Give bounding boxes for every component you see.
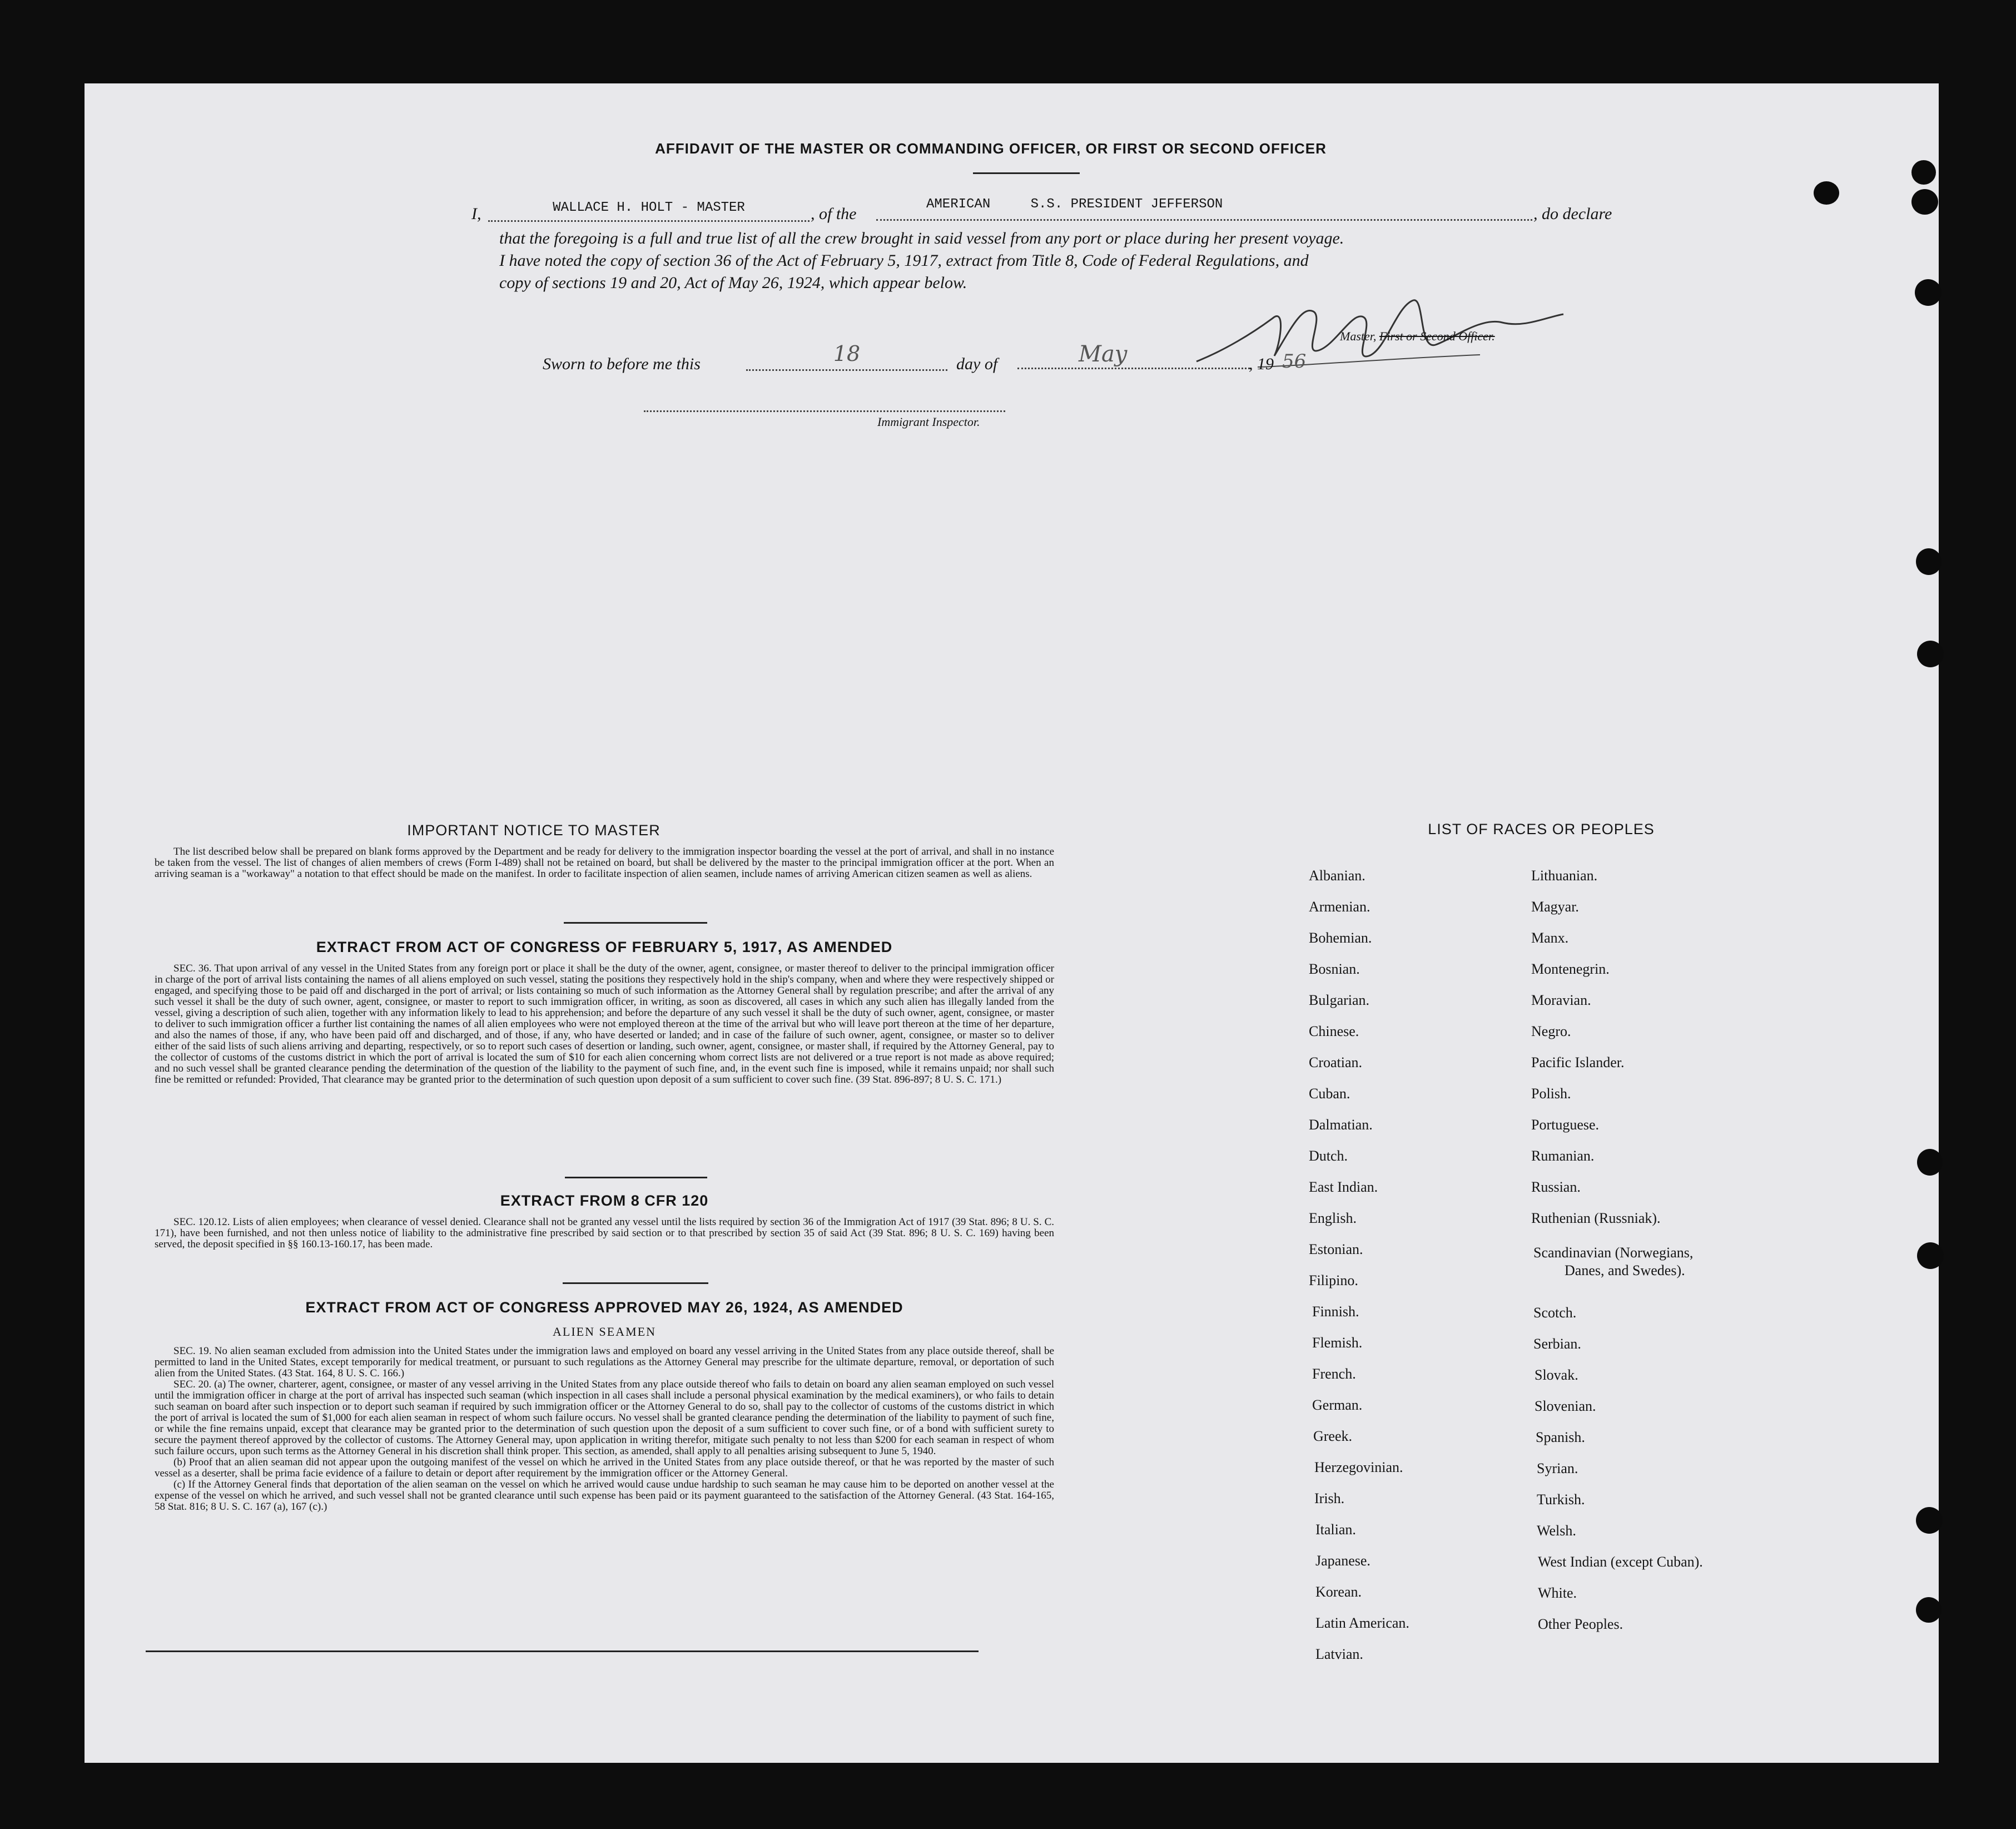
title-rule <box>973 172 1080 174</box>
race-item: White. <box>1538 1585 1577 1601</box>
master-name-value: WALLACE H. HOLT - MASTER <box>553 200 745 215</box>
race-item: Danes, and Swedes). <box>1565 1262 1685 1278</box>
race-item: Albanian. <box>1309 868 1365 884</box>
extract-cfr-body: SEC. 120.12. Lists of alien employees; when clearance of vessel denied. Clearance shall not be granted any vessel until the lists required by section 36 of the Immigration Act of 1917 (39 Stat. 896; 8 U. S. C. 171), have been furnished, and not then unless notice of liability to the administrative fine prescribed by said section or to that prescribed by section 35 of said Act (39 Stat. 896; 8 U. S. C. 169) having been served, the deposit specified in §§ 160.13-160.17, has been made. <box>155 1216 1054 1250</box>
race-item: Serbian. <box>1533 1336 1581 1352</box>
master-caption: Master, <box>1340 329 1377 343</box>
races-title: LIST OF RACES OR PEOPLES <box>1428 821 1655 837</box>
race-item: Croatian. <box>1309 1054 1363 1070</box>
binder-hole <box>1916 1507 1943 1534</box>
sworn-day-value: 18 <box>833 341 861 366</box>
notice-body: The list described below shall be prepared on blank forms approved by the Department and be ready for delivery to the immigration inspector boarding the vessel at the port of arrival, and shall in no instance be taken from the vessel. The list of changes of alien members of crews (Form I-489) shall not be retained on board, but shall be delivered by the master to the principal immigration officer at the port. When an arriving seaman is a "workaway" a notation to that effect should be made on the manifest. In order to facilitate inspection of alien seamen, include names of arriving American citizen seamen as well as aliens. <box>155 846 1054 880</box>
master-name-field <box>488 200 810 222</box>
race-item: Turkish. <box>1537 1491 1585 1508</box>
signature-caption <box>1340 329 1495 344</box>
binder-hole <box>1911 160 1936 185</box>
race-item: Welsh. <box>1537 1523 1576 1539</box>
race-item: Greek. <box>1313 1428 1353 1444</box>
race-item: Montenegrin. <box>1531 961 1610 977</box>
race-item: Bosnian. <box>1309 961 1360 977</box>
race-item: Lithuanian. <box>1531 868 1598 884</box>
notice-title: IMPORTANT NOTICE TO MASTER <box>407 822 661 839</box>
sec-20a-text: SEC. 20. (a) The owner, charterer, agent, consignee, or master of any vessel arriving in the United States from any place outside thereof who fails to detain on board any alien seaman employed on such vessel until the immigration officer in charge at the port of arrival has inspected such seaman (which inspection in all cases shall include a personal physical examination by the medical examiners), or who fails to detain such seaman on board after such inspection or to deport such seaman if required by such immigration officer or the Attorney General to do so, shall pay to the collector of customs of the customs district in which the port of arrival is located the sum of $1,000 for each alien seaman in respect of whom such failure occurs. No vessel shall be granted clearance pending the determination of the liability to payment of such fine, or while the fine remains unpaid, except that clearance may be granted prior to the determination of such question upon the deposit of a sum sufficient to cover such fine, or of a bond with sufficient surety to secure the payment thereof approved by the collector of customs. The Attorney General may, upon application in writing therefor, mitigate such penalty to not less than $200 for each seaman in respect of whom such failure occurs, upon such terms as the Attorney General in his discretion shall think proper. This section, as amended, shall apply to all penalties arising subsequent to June 5, 1940. <box>155 1379 1054 1457</box>
race-item: Manx. <box>1531 930 1569 946</box>
race-item: Negro. <box>1531 1023 1571 1039</box>
race-item: Latin American. <box>1315 1615 1409 1631</box>
race-item: Korean. <box>1315 1584 1362 1600</box>
race-item: Finnish. <box>1312 1303 1359 1320</box>
race-item: Syrian. <box>1537 1460 1578 1476</box>
race-item: Armenian. <box>1309 899 1371 915</box>
extract-1917-title: EXTRACT FROM ACT OF CONGRESS OF FEBRUARY 5, 1917, AS AMENDED <box>316 939 893 955</box>
race-item: Bohemian. <box>1309 930 1372 946</box>
race-item: Ruthenian (Russniak). <box>1531 1210 1661 1226</box>
race-item: Dalmatian. <box>1309 1117 1373 1133</box>
race-item: Portuguese. <box>1531 1117 1600 1133</box>
inspector-signature-line <box>644 405 1005 412</box>
races-left-column <box>1309 868 1509 1677</box>
race-item: Latvian. <box>1315 1646 1363 1662</box>
race-item: East Indian. <box>1309 1179 1378 1195</box>
race-item: Japanese. <box>1315 1553 1371 1569</box>
vessel-field <box>876 197 1532 221</box>
bottom-rule <box>146 1650 979 1652</box>
race-item: Other Peoples. <box>1538 1616 1623 1632</box>
race-item: German. <box>1312 1397 1363 1413</box>
race-item: Bulgarian. <box>1309 992 1370 1008</box>
sworn-label: Sworn to before me this <box>543 355 701 373</box>
race-item: Magyar. <box>1531 899 1579 915</box>
day-of-label: day of <box>956 355 998 373</box>
race-item: Slovak. <box>1535 1367 1578 1383</box>
race-item: Italian. <box>1315 1521 1356 1538</box>
race-item: Moravian. <box>1531 992 1591 1008</box>
race-item: Scandinavian (Norwegians, <box>1533 1245 1694 1261</box>
affidavit-line-3: I have noted the copy of section 36 of the Act of February 5, 1917, extract from Title 8, Code of Federal Regulations, and <box>499 251 1309 270</box>
race-item: English. <box>1309 1210 1357 1226</box>
binder-hole <box>1916 548 1941 575</box>
race-item: Scotch. <box>1533 1305 1577 1321</box>
extract-1917-body: SEC. 36. That upon arrival of any vessel in the United States from any foreign port or place it shall be the duty of the owner, agent, consignee, or master thereof to deliver to the principal immigration officer in charge of the port of arrival lists containing the names of all aliens employed on such vessel, stating the positions they respectively hold in the ship's company, when and where they were respectively shipped or engaged, and specifying those to be paid off and discharged in the port of arrival; or lists containing so much of such information as the Attorney General shall by regulation prescribe; and after the arrival of any such vessel it shall be the duty of such owner, agent, consignee, or master to report to such immigration officer, in writing, as soon as discovered, all cases in which any such alien has illegally landed from the vessel, giving a description of such alien, together with any information likely to lead to his apprehension; and before the departure of any such vessel it shall be the duty of such owner, agent, consignee, or master to deliver to such immigration officer a further list containing the names of all alien employees who were not employed thereon at the time of the arrival but who will leave port thereon at the time of her departure, and also the names of those, if any, who have been paid off and discharged, and of those, if any, who have deserted or landed; and in case of the failure of such owner, agent, consignee, or master so to deliver either of the said lists of such aliens arriving and departing, respectively, or so to report such cases of desertion or landing, such owner, agent, consignee, or master shall, if required by the Attorney General, pay to the collector of customs of the customs district in which the port of arrival is located the sum of $10 for each alien concerning whom correct lists are not delivered or a true report is not made as above required; and no such vessel shall be granted clearance pending the determination of the question of the liability to the payment of such fine, and, in the event such fine is imposed, while it remains unpaid; nor shall such fine be remitted or refunded: Provided, That clearance may be granted prior to the determination of such question upon deposit of a sum sufficient to cover such fine. (39 Stat. 896-897; 8 U. S. C. 171.) <box>155 963 1054 1085</box>
race-item: Spanish. <box>1536 1429 1585 1445</box>
race-item: Filipino. <box>1309 1272 1358 1288</box>
extract-1917-rule <box>565 1177 707 1178</box>
sworn-month-field <box>1017 341 1250 369</box>
race-item: Chinese. <box>1309 1023 1359 1039</box>
i-label: I, <box>471 205 481 223</box>
nationality-value: AMERICAN <box>926 197 991 212</box>
binder-hole <box>1917 1242 1944 1269</box>
year-prefix: , 19 <box>1249 355 1274 373</box>
binder-hole <box>1915 279 1941 306</box>
notice-rule <box>564 922 707 924</box>
inspector-caption: Immigrant Inspector. <box>877 415 980 429</box>
affidavit-title: AFFIDAVIT OF THE MASTER OR COMMANDING OFFICER, OR FIRST OR SECOND OFFICER <box>655 140 1327 157</box>
race-item: Polish. <box>1531 1085 1571 1102</box>
race-item: Russian. <box>1531 1179 1581 1195</box>
binder-hole <box>1916 1597 1941 1623</box>
extract-cfr-rule <box>563 1282 708 1284</box>
sec-20c-text: (c) If the Attorney General finds that deportation of the alien seaman on the vessel on which he arrived would cause undue hardship to such seaman he may cause him to be deported on another vessel at the expense of the vessel on which he arrived, and such vessel shall not be granted clearance until such expense has been paid or its payment guaranteed to the satisfaction of the Attorney General. (43 Stat. 164-165, 58 Stat. 816; 8 U. S. C. 167 (a), 167 (c).) <box>155 1479 1054 1513</box>
binder-hole <box>1917 1149 1943 1176</box>
vessel-name-value: S.S. PRESIDENT JEFFERSON <box>1030 197 1223 212</box>
document-page <box>85 83 1939 1763</box>
sec-19-text: SEC. 19. No alien seaman excluded from admission into the United States under the immigration laws and employed on board any vessel arriving in the United States from any place outside thereof, shall be permitted to land in the United States, except temporarily for medical treatment, or pursuant to such regulations as the Attorney General may prescribe for the ultimate departure, removal, or deportation of such alien from the United States. (43 Stat. 164, 8 U. S. C. 166.) <box>155 1345 1054 1379</box>
extract-1924-sections <box>155 1346 1054 1513</box>
binder-hole <box>1911 189 1938 215</box>
race-item: Herzegovinian. <box>1314 1459 1403 1475</box>
alien-seamen-subtitle: ALIEN SEAMEN <box>553 1325 656 1339</box>
race-item: Pacific Islander. <box>1531 1054 1625 1070</box>
of-the-label: , of the <box>811 205 857 223</box>
race-item: West Indian (except Cuban). <box>1538 1554 1703 1570</box>
races-right-column <box>1531 868 1843 1647</box>
race-item: Flemish. <box>1312 1335 1363 1351</box>
do-declare-label: , do declare <box>1533 205 1612 223</box>
race-item: Slovenian. <box>1535 1398 1596 1414</box>
extract-1924-title: EXTRACT FROM ACT OF CONGRESS APPROVED MAY 26, 1924, AS AMENDED <box>305 1299 903 1316</box>
struck-officer-caption: First or Second Officer. <box>1379 329 1495 343</box>
extract-cfr-title: EXTRACT FROM 8 CFR 120 <box>500 1192 709 1209</box>
race-item: Irish. <box>1314 1490 1345 1506</box>
race-item: French. <box>1312 1366 1356 1382</box>
race-item: Rumanian. <box>1531 1148 1595 1164</box>
affidavit-line-2: that the foregoing is a full and true list of all the crew brought in said vessel from any port or place during her present voyage. <box>499 229 1344 247</box>
binder-hole <box>1814 181 1839 205</box>
race-item: Estonian. <box>1309 1241 1363 1257</box>
sworn-day-field <box>746 341 947 371</box>
sworn-month-value: May <box>1079 341 1128 367</box>
year-suffix: 56 <box>1282 350 1307 373</box>
race-item: Cuban. <box>1309 1085 1350 1102</box>
binder-hole <box>1917 641 1944 667</box>
sec-20b-text: (b) Proof that an alien seaman did not appear upon the outgoing manifest of the vessel on which he arrived in the United States from any place outside thereof, or that he was reported by the master of such vessel as a deserter, shall be prima facie evidence of a failure to detain or deport after requirement by the immigration officer or the Attorney General. <box>155 1456 1054 1479</box>
race-item: Dutch. <box>1309 1148 1348 1164</box>
affidavit-line-4: copy of sections 19 and 20, Act of May 26, 1924, which appear below. <box>499 274 967 292</box>
